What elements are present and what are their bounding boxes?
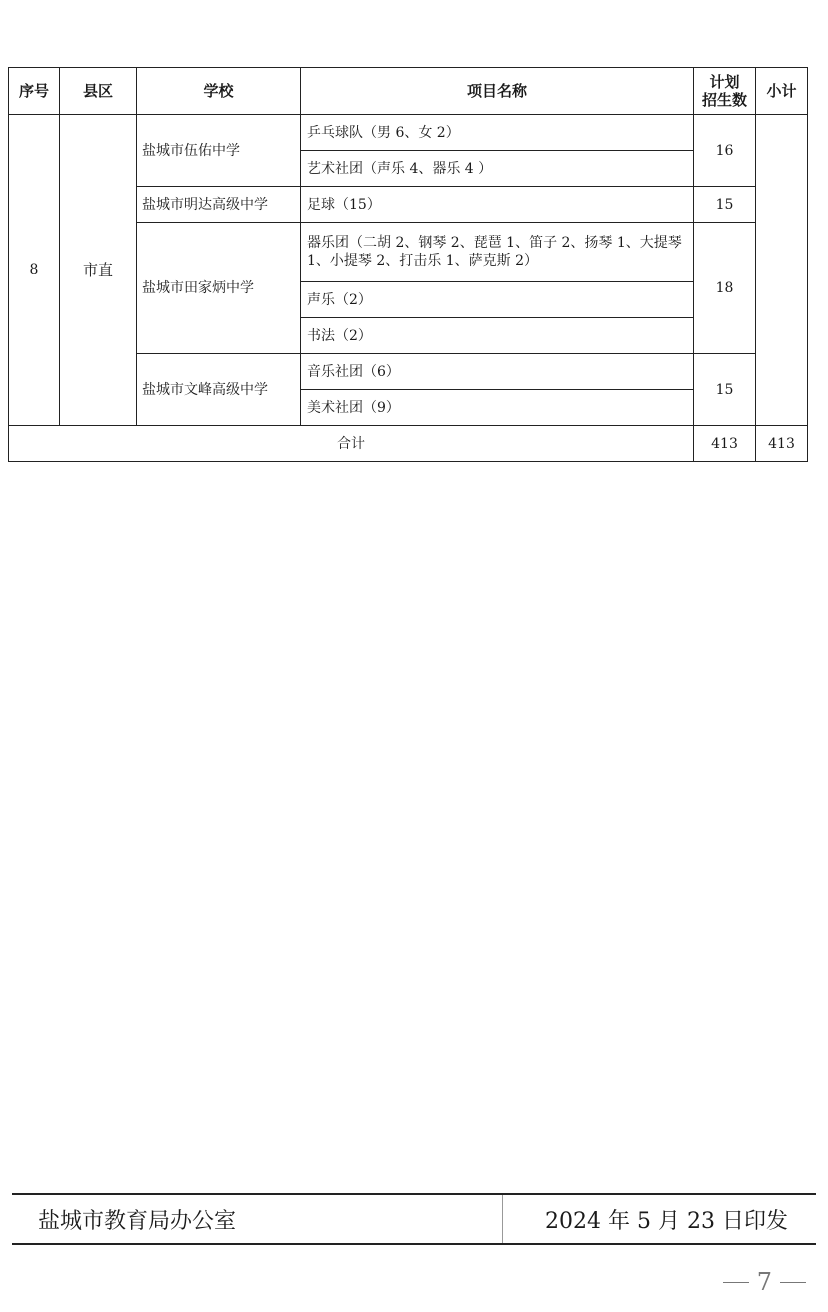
header-district: 县区 [60,68,137,115]
cell-district: 市直 [60,115,137,426]
cell-project: 艺术社团（声乐 4、器乐 4 ） [301,151,694,187]
page-number-value: 7 [756,1268,772,1296]
footer-date: 2024 年 5 月 23 日印发 [502,1195,816,1243]
header-subtotal: 小计 [756,68,808,115]
issuance-footer [12,1193,816,1245]
table-row [9,115,808,151]
cell-project: 美术社团（9） [301,390,694,426]
page-number-dash-right [780,1282,806,1283]
cell-plan-count: 15 [694,354,756,426]
footer-org: 盐城市教育局办公室 [38,1208,237,1234]
cell-plan-count: 15 [694,187,756,223]
cell-project: 器乐团（二胡 2、钢琴 2、琵琶 1、笛子 2、扬琴 1、大提琴 1、小提琴 2、打击乐 1、萨克斯 2） [301,223,694,282]
cell-school: 盐城市伍佑中学 [137,115,301,187]
cell-total-subtotal: 413 [756,426,808,462]
cell-project: 足球（15） [301,187,694,223]
cell-school: 盐城市田家炳中学 [137,223,301,354]
page-number [723,1268,806,1296]
cell-project: 声乐（2） [301,282,694,318]
cell-plan-count: 18 [694,223,756,354]
cell-index: 8 [9,115,60,426]
header-school: 学校 [137,68,301,115]
cell-total-plan: 413 [694,426,756,462]
cell-total-label: 合计 [9,426,694,462]
cell-subtotal [756,115,808,426]
cell-school: 盐城市文峰高级中学 [137,354,301,426]
header-plan-line2: 招生数 [701,91,747,109]
header-project: 项目名称 [301,68,694,115]
cell-school: 盐城市明达高级中学 [137,187,301,223]
total-row [9,426,808,462]
header-plan [694,68,756,115]
cell-project: 书法（2） [301,318,694,354]
cell-project: 音乐社团（6） [301,354,694,390]
header-plan-line1: 计划 [709,73,740,91]
cell-plan-count: 16 [694,115,756,187]
enrollment-table [8,67,808,462]
page-number-dash-left [723,1282,749,1283]
table-header-row [9,68,808,115]
header-index: 序号 [9,68,60,115]
cell-project: 乒乓球队（男 6、女 2） [301,115,694,151]
